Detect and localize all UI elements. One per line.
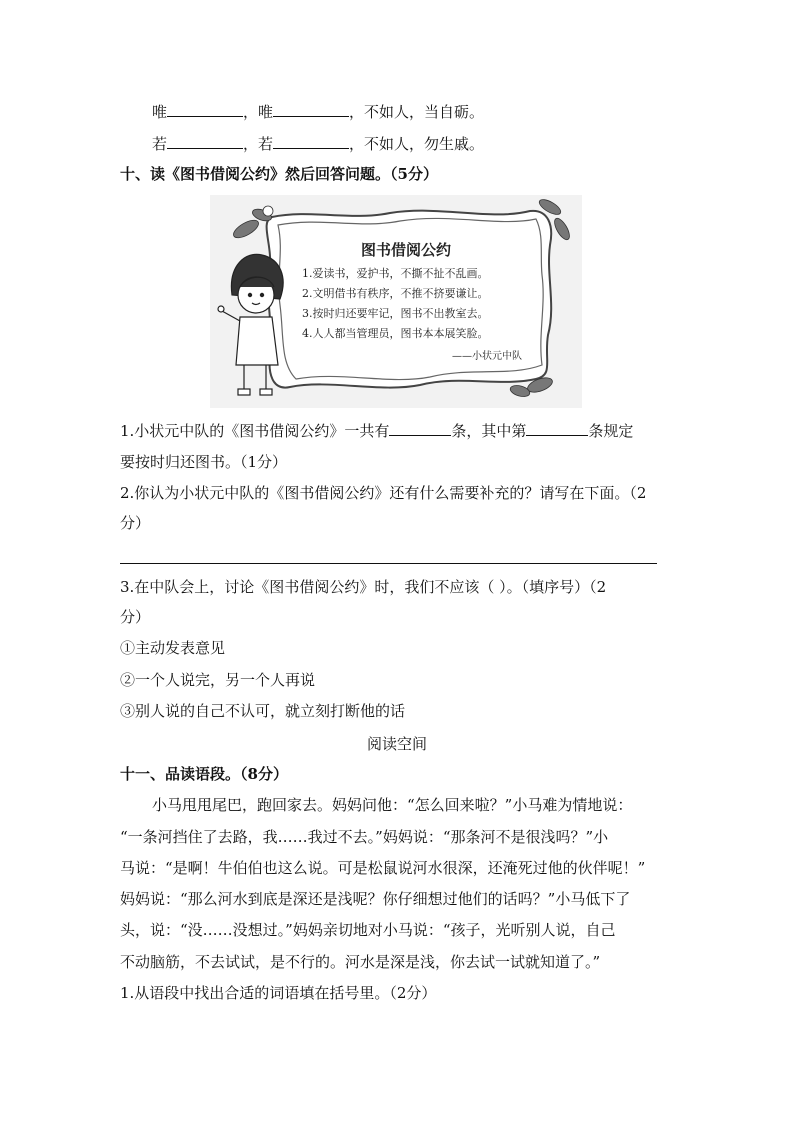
poster-heading: 图书借阅公约	[360, 241, 452, 259]
fill-word: 唯	[258, 103, 274, 121]
option-2: ②一个人说完，另一个人再说	[120, 671, 316, 689]
section-11-title: 十一、品读语段。（8分）	[120, 765, 288, 783]
reading-heading: 阅读空间	[366, 735, 427, 753]
section-10-title: 十、读《图书借阅公约》然后回答问题。（5分）	[120, 165, 438, 183]
fill-line-2	[152, 132, 484, 155]
separator: ，	[243, 103, 259, 121]
fill-tail: ，不如人，勿生戚。	[349, 135, 485, 153]
question-1-cont: 要按时归还图书。（1分）	[120, 453, 288, 471]
answer-blank[interactable]	[389, 419, 451, 436]
option-1: ①主动发表意见	[120, 639, 226, 657]
section-11-question-1: 1.从语段中找出合适的词语填在括号里。（2分）	[120, 984, 437, 1002]
answer-blank[interactable]	[526, 419, 588, 436]
answer-line[interactable]	[120, 563, 657, 564]
fill-word: 唯	[152, 103, 168, 121]
answer-blank[interactable]	[273, 132, 349, 149]
library-convention-poster	[210, 195, 582, 408]
poster-rule-1: 1.爱读书，爱护书，不撕不扯不乱画。	[302, 267, 489, 280]
paragraph-line-6: 不动脑筋，不去试试，是不行的。河水是深是浅，你去试一试就知道了。”	[120, 953, 601, 971]
paragraph-line-1: 小马甩甩尾巴，跑回家去。妈妈问他：“怎么回来啦？”小马难为情地说：	[152, 796, 633, 814]
question-3: 3.在中队会上，讨论《图书借阅公约》时，我们不应该（ ）。（填序号）（2	[120, 578, 607, 596]
paragraph-line-5: 头，说：“没……没想过。”妈妈亲切地对小马说：“孩子，光听别人说，自己	[120, 921, 616, 939]
option-3: ③别人说的自己不认可，就立刻打断他的话	[120, 702, 406, 720]
question-1: 1.小状元中队的《图书借阅公约》一共有 条，其中第 条规定	[120, 419, 633, 442]
paragraph-line-3: 马说：“是啊！牛伯伯也这么说。可是松鼠说河水很深，还淹死过他的伙伴呢！”	[120, 859, 646, 877]
paragraph-line-4: 妈妈说：“那么河水到底是深还是浅呢？你仔细想过他们的话吗？”小马低下了	[120, 890, 631, 908]
answer-blank[interactable]	[167, 132, 243, 149]
fill-word: 若	[258, 135, 274, 153]
poster-rule-2: 2.文明借书有秩序，不推不挤要谦让。	[302, 287, 489, 300]
fill-word: 若	[152, 135, 168, 153]
separator: ，	[243, 135, 259, 153]
fill-tail: ，不如人，当自砺。	[349, 103, 485, 121]
answer-blank[interactable]	[167, 100, 243, 117]
paragraph-line-2: “一条河挡住了去路，我……我过不去。”妈妈说：“那条河不是很浅吗？”小	[120, 828, 609, 846]
poster-signature: ——小状元中队	[452, 351, 522, 362]
question-3-cont: 分）	[120, 608, 151, 626]
question-2-cont: 分）	[120, 514, 151, 532]
question-2: 2.你认为小状元中队的《图书借阅公约》还有什么需要补充的？请写在下面。（2	[120, 484, 647, 502]
poster-rule-3: 3.按时归还要牢记，图书不出教室去。	[302, 307, 489, 320]
fill-line-1	[152, 100, 484, 123]
poster-rule-4: 4.人人都当管理员，图书本本展笑脸。	[302, 327, 489, 340]
answer-blank[interactable]	[273, 100, 349, 117]
